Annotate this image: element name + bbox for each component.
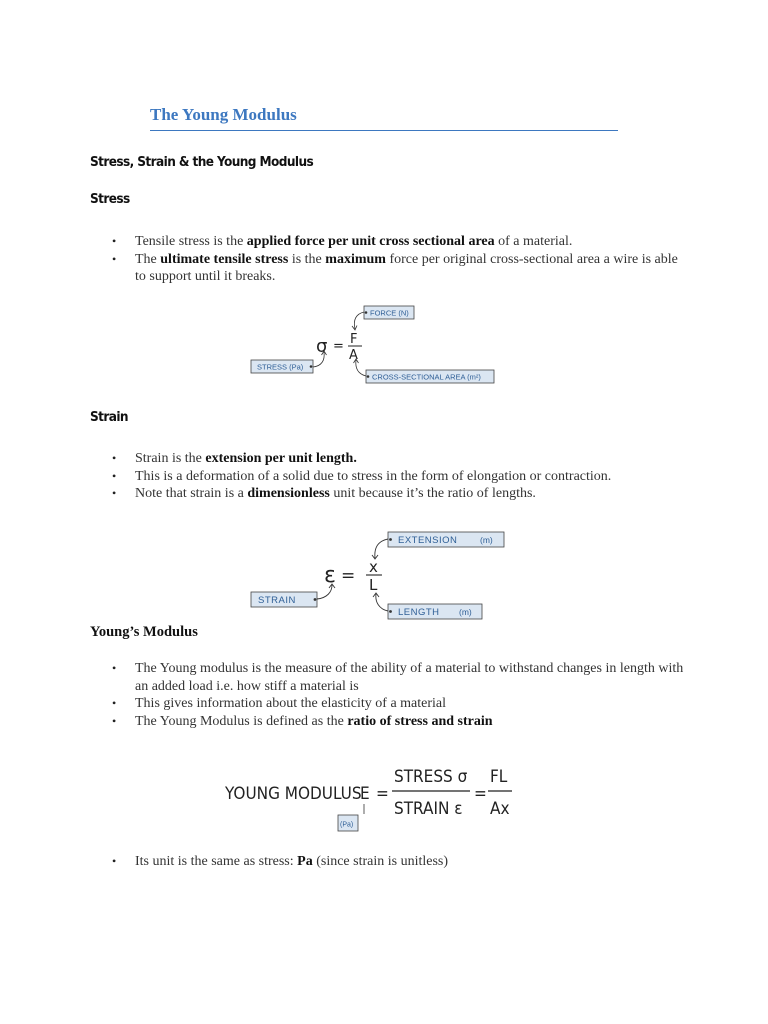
svg-text:(m): (m)	[480, 535, 493, 545]
svg-text:(m): (m)	[459, 607, 472, 617]
epsilon-symbol: ε	[324, 563, 336, 588]
svg-text:STRAIN: STRAIN	[258, 595, 296, 606]
svg-text:STRESS (Pa): STRESS (Pa)	[257, 362, 304, 372]
formula-equals-2: =	[474, 784, 487, 804]
svg-text:LENGTH: LENGTH	[398, 607, 440, 618]
formula-equals: =	[376, 784, 389, 804]
formula-denominator-2: Ax	[490, 799, 510, 819]
equals-sign: =	[341, 566, 356, 586]
formula-symbol: E	[360, 784, 370, 804]
sigma-symbol: σ	[316, 336, 328, 357]
equals-sign: =	[333, 339, 344, 354]
svg-text:(Pa): (Pa)	[340, 821, 354, 829]
list-item: • The Young Modulus is defined as the ratio of stress and strain	[112, 713, 692, 731]
list-item: • This is a deformation of a solid due to stress in the form of elongation or contraction.	[112, 468, 692, 486]
list-item: • Strain is the extension per unit length.	[112, 450, 692, 468]
extension-label	[388, 532, 504, 547]
young-modulus-formula	[222, 756, 518, 836]
formula-lhs: YOUNG MODULUS	[225, 784, 362, 804]
list-item: • The Young modulus is the measure of the ability of a material to withstand changes in length with an added load i.e. how stiff a material is	[112, 660, 692, 695]
denominator-a: A	[349, 348, 358, 363]
stress-heading: Stress	[90, 191, 130, 207]
stress-label	[251, 360, 313, 373]
denominator-l: L	[369, 576, 378, 594]
length-label	[388, 604, 482, 619]
svg-text:EXTENSION: EXTENSION	[398, 535, 458, 546]
numerator-x: x	[369, 558, 378, 576]
pa-unit-tag	[338, 815, 358, 831]
list-item: • The ultimate tensile stress is the maximum force per original cross-sectional area a wire is able to support until it breaks.	[112, 251, 692, 286]
formula-denominator: STRAIN ε	[394, 799, 463, 819]
list-item: • Its unit is the same as stress: Pa (since strain is unitless)	[112, 853, 692, 871]
svg-text:FORCE (N): FORCE (N)	[370, 308, 409, 318]
formula-numerator: STRESS σ	[394, 767, 468, 787]
svg-text:CROSS-SECTIONAL AREA (m²): CROSS-SECTIONAL AREA (m²)	[372, 372, 481, 382]
strain-bullet-list	[112, 450, 692, 503]
stress-diagram	[248, 302, 500, 388]
area-label	[366, 370, 494, 383]
unit-bullet-list	[112, 853, 692, 871]
formula-numerator-2: FL	[490, 767, 508, 787]
page-title: The Young Modulus	[150, 105, 297, 124]
list-item: • Tensile stress is the applied force per unit cross sectional area of a material.	[112, 233, 692, 251]
stress-bullet-list	[112, 233, 692, 286]
numerator-f: F	[350, 332, 358, 347]
list-item: • This gives information about the elasticity of a material	[112, 695, 692, 713]
strain-diagram	[248, 528, 510, 624]
youngs-heading: Young’s Modulus	[90, 624, 198, 640]
force-label	[364, 306, 414, 319]
list-item: • Note that strain is a dimensionless unit because it’s the ratio of lengths.	[112, 485, 692, 503]
strain-heading: Strain	[90, 409, 128, 425]
title-underline	[150, 130, 618, 131]
youngs-bullet-list	[112, 660, 692, 730]
section-heading: Stress, Strain & the Young Modulus	[90, 154, 314, 170]
strain-label	[251, 592, 317, 607]
